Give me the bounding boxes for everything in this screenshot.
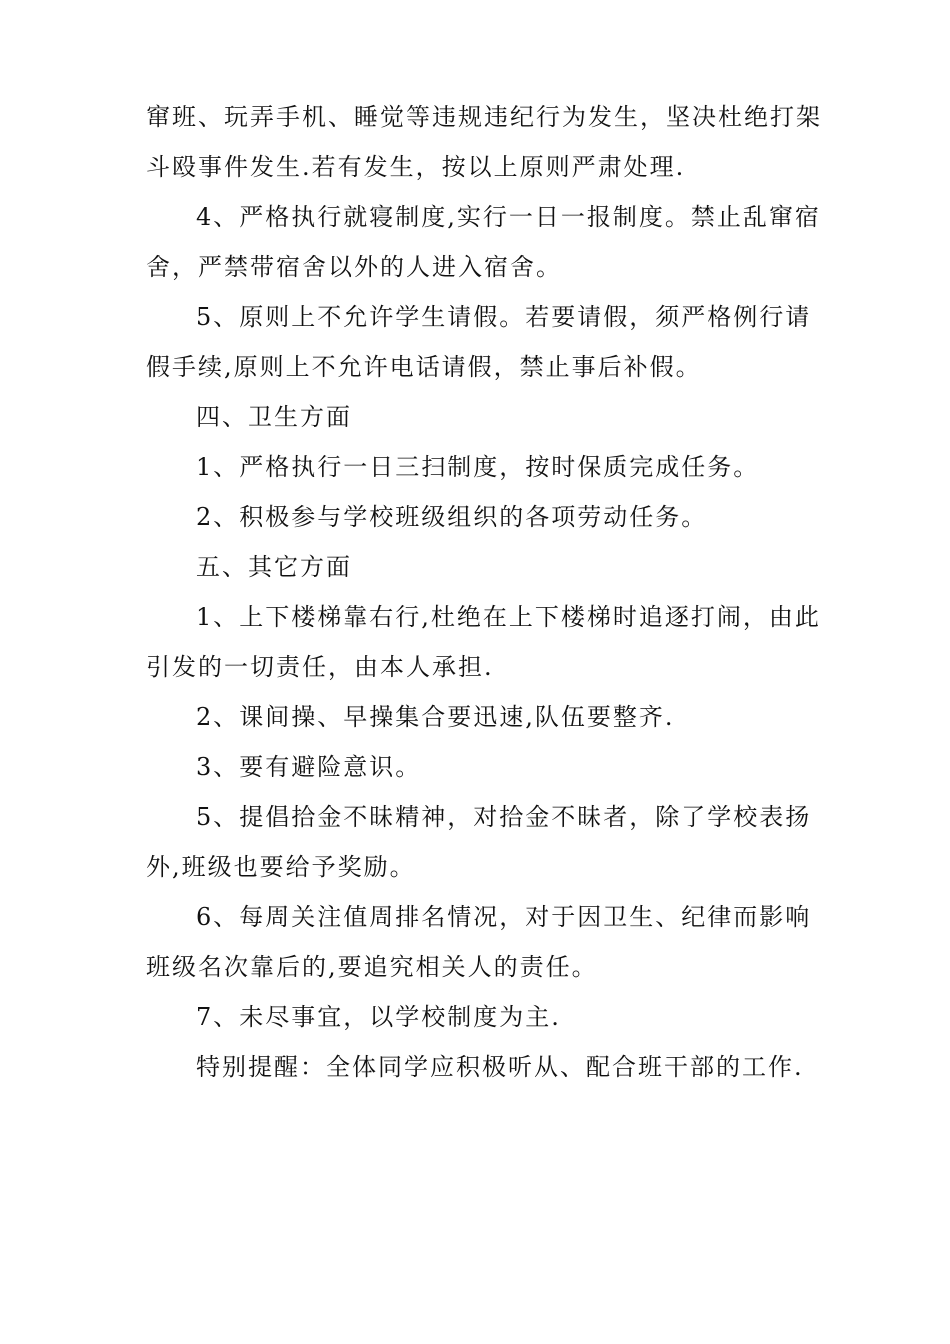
section-heading-other	[146, 542, 816, 592]
text-line: 2、课间操、早操集合要迅速,队伍要整齐.	[196, 703, 675, 731]
text-line: 舍，严禁带宿舍以外的人进入宿舍。	[146, 253, 562, 281]
paragraph-special-reminder	[146, 1042, 816, 1092]
paragraph-other-6	[146, 892, 816, 992]
text-line: 引发的一切责任，由本人承担.	[146, 653, 494, 681]
text-line: 3、要有避险意识。	[196, 753, 422, 781]
text-line: 1、严格执行一日三扫制度，按时保质完成任务。	[196, 453, 760, 481]
paragraph-hygiene-1	[146, 442, 816, 492]
paragraph-other-7	[146, 992, 816, 1042]
paragraph-other-1	[146, 592, 821, 692]
paragraph-hygiene-2	[146, 492, 816, 542]
paragraph-rule-4	[146, 192, 821, 292]
text-line: 6、每周关注值周排名情况，对于因卫生、纪律而影响	[196, 903, 812, 931]
heading-line: 四、卫生方面	[196, 403, 352, 431]
document-body	[146, 92, 822, 1092]
text-line: 窜班、玩弄手机、睡觉等违规违纪行为发生，坚决杜绝打架	[146, 103, 822, 131]
text-line: 2、积极参与学校班级组织的各项劳动任务。	[196, 503, 708, 531]
text-line: 假手续,原则上不允许电话请假，禁止事后补假。	[146, 353, 702, 381]
paragraph-other-3	[146, 742, 816, 792]
text-line: 4、严格执行就寝制度,实行一日一报制度。禁止乱窜宿	[196, 203, 821, 231]
text-line: 特别提醒：全体同学应积极听从、配合班干部的工作.	[196, 1053, 804, 1081]
section-heading-hygiene	[146, 392, 816, 442]
paragraph-continued	[146, 92, 822, 192]
text-line: 外,班级也要给予奖励。	[146, 853, 416, 881]
heading-line: 五、其它方面	[196, 553, 352, 581]
text-line: 1、上下楼梯靠右行,杜绝在上下楼梯时追逐打闹，由此	[196, 603, 821, 631]
text-line: 5、提倡拾金不昧精神，对拾金不昧者，除了学校表扬	[196, 803, 812, 831]
text-line: 班级名次靠后的,要追究相关人的责任。	[146, 953, 598, 981]
text-line: 5、原则上不允许学生请假。若要请假，须严格例行请	[196, 303, 812, 331]
paragraph-other-2	[146, 692, 816, 742]
paragraph-rule-5	[146, 292, 816, 392]
text-line: 斗殴事件发生.若有发生，按以上原则严肃处理.	[146, 153, 686, 181]
paragraph-other-5	[146, 792, 816, 892]
text-line: 7、未尽事宜，以学校制度为主.	[196, 1003, 561, 1031]
